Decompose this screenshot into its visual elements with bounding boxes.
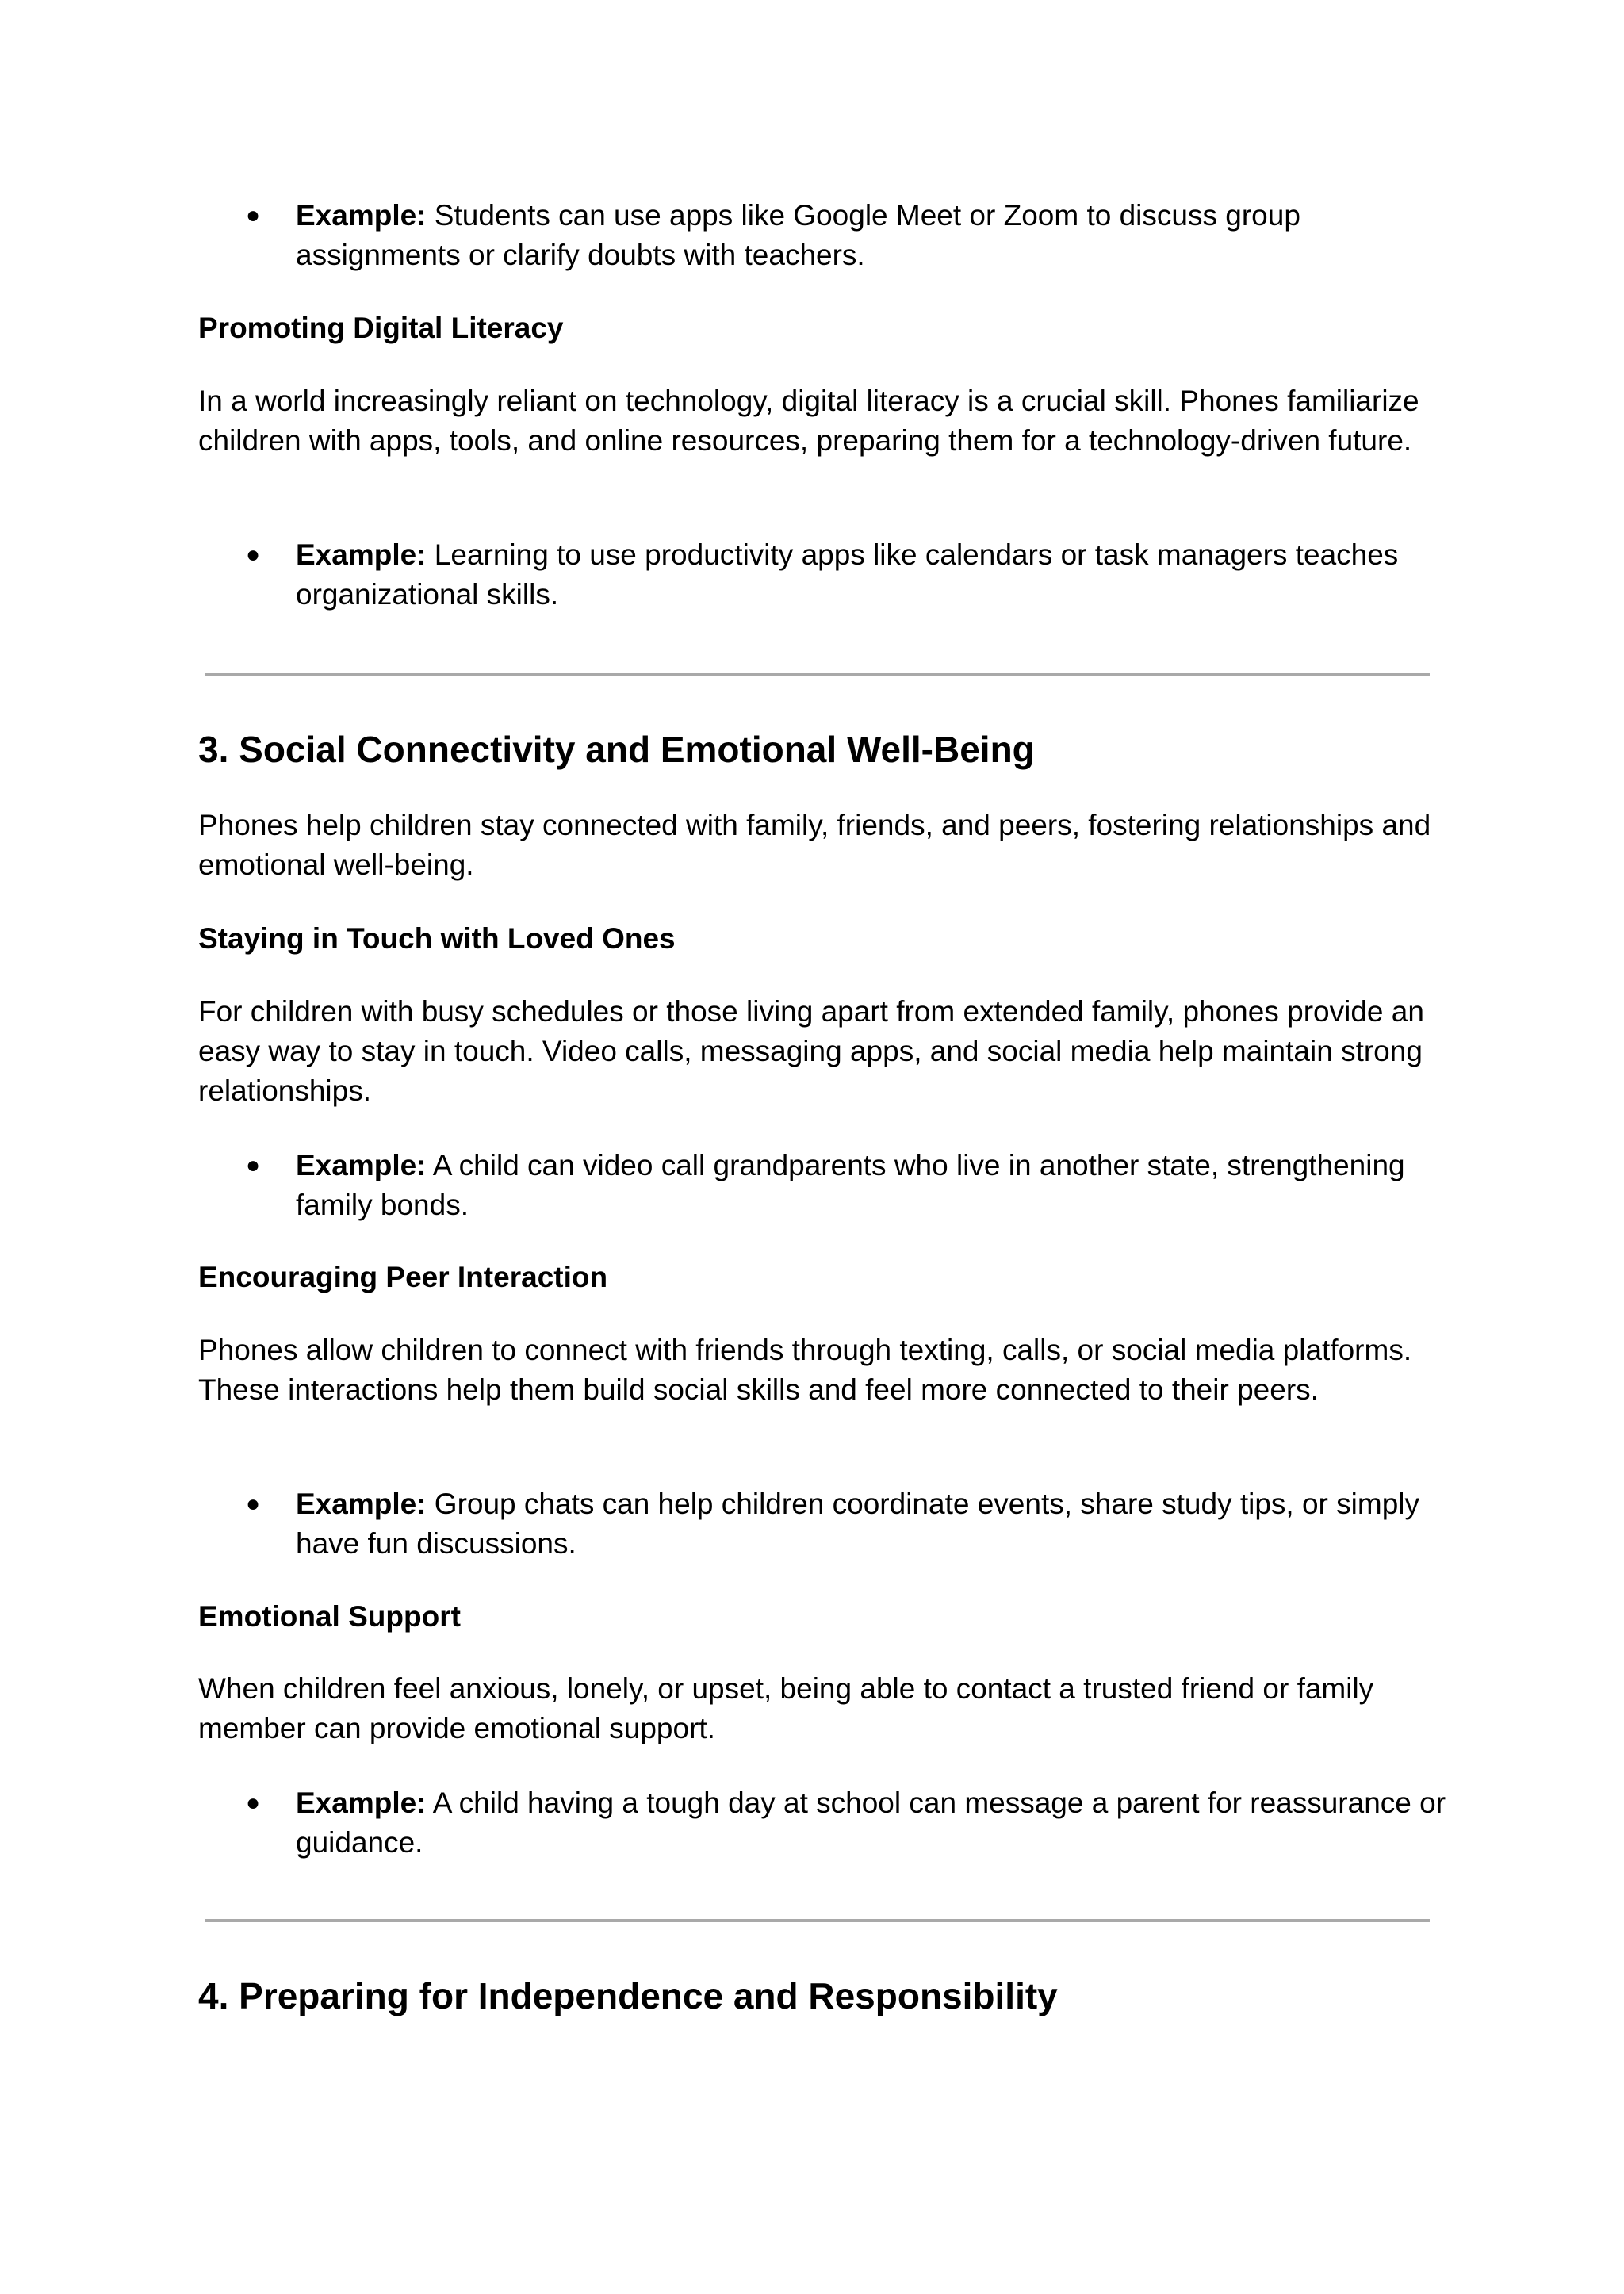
example-text: Learning to use productivity apps like calendars or task managers teaches organizational skills. [296, 538, 1399, 611]
list-item-text [296, 1783, 1454, 1863]
section-heading: 3. Social Connectivity and Emotional Well-Being [198, 729, 1035, 770]
paragraph: In a world increasingly reliant on technology, digital literacy is a crucial skill. Phones familiarize children with apps, tools, and online resources, preparing them for a technology-driven future. [198, 385, 1419, 457]
list-item-text [296, 1484, 1454, 1564]
example-label: Example: [296, 1149, 427, 1181]
example-text: Students can use apps like Google Meet or Zoom to discuss group assignments or clarify doubts with teachers. [296, 199, 1300, 271]
bullet-marker: ● [246, 202, 261, 228]
paragraph: When children feel anxious, lonely, or upset, being able to contact a trusted friend or family member can provide emotional support. [198, 1672, 1374, 1744]
horizontal-divider [205, 673, 1430, 676]
example-label: Example: [296, 1787, 427, 1819]
section-heading: 4. Preparing for Independence and Responsibility [198, 1975, 1058, 2016]
list-item-text [296, 535, 1454, 615]
example-text: A child can video call grandparents who live in another state, strengthening family bonds. [296, 1149, 1405, 1221]
subheading: Promoting Digital Literacy [198, 312, 564, 344]
list-item-text [296, 196, 1454, 275]
horizontal-divider [205, 1919, 1430, 1922]
bullet-marker: ● [246, 542, 261, 568]
bullet-marker: ● [246, 1790, 261, 1816]
example-label: Example: [296, 538, 427, 571]
subheading: Encouraging Peer Interaction [198, 1261, 608, 1293]
paragraph: Phones help children stay connected with family, friends, and peers, fostering relationships and emotional well-being. [198, 809, 1431, 881]
bullet-marker: ● [246, 1152, 261, 1178]
paragraph: For children with busy schedules or those living apart from extended family, phones provide an easy way to stay in touch. Video calls, messaging apps, and social media help maintain strong relationships. [198, 995, 1424, 1107]
example-text: A child having a tough day at school can message a parent for reassurance or guidance. [296, 1787, 1446, 1859]
list-item-text [296, 1146, 1454, 1225]
paragraph: Phones allow children to connect with friends through texting, calls, or social media platforms. These interactions help them build social skills and feel more connected to their peers. [198, 1334, 1412, 1406]
example-label: Example: [296, 1488, 427, 1520]
bullet-marker: ● [246, 1491, 261, 1517]
example-text: Group chats can help children coordinate events, share study tips, or simply have fun discussions. [296, 1488, 1419, 1560]
example-label: Example: [296, 199, 427, 232]
subheading: Staying in Touch with Loved Ones [198, 922, 676, 955]
subheading: Emotional Support [198, 1600, 461, 1633]
